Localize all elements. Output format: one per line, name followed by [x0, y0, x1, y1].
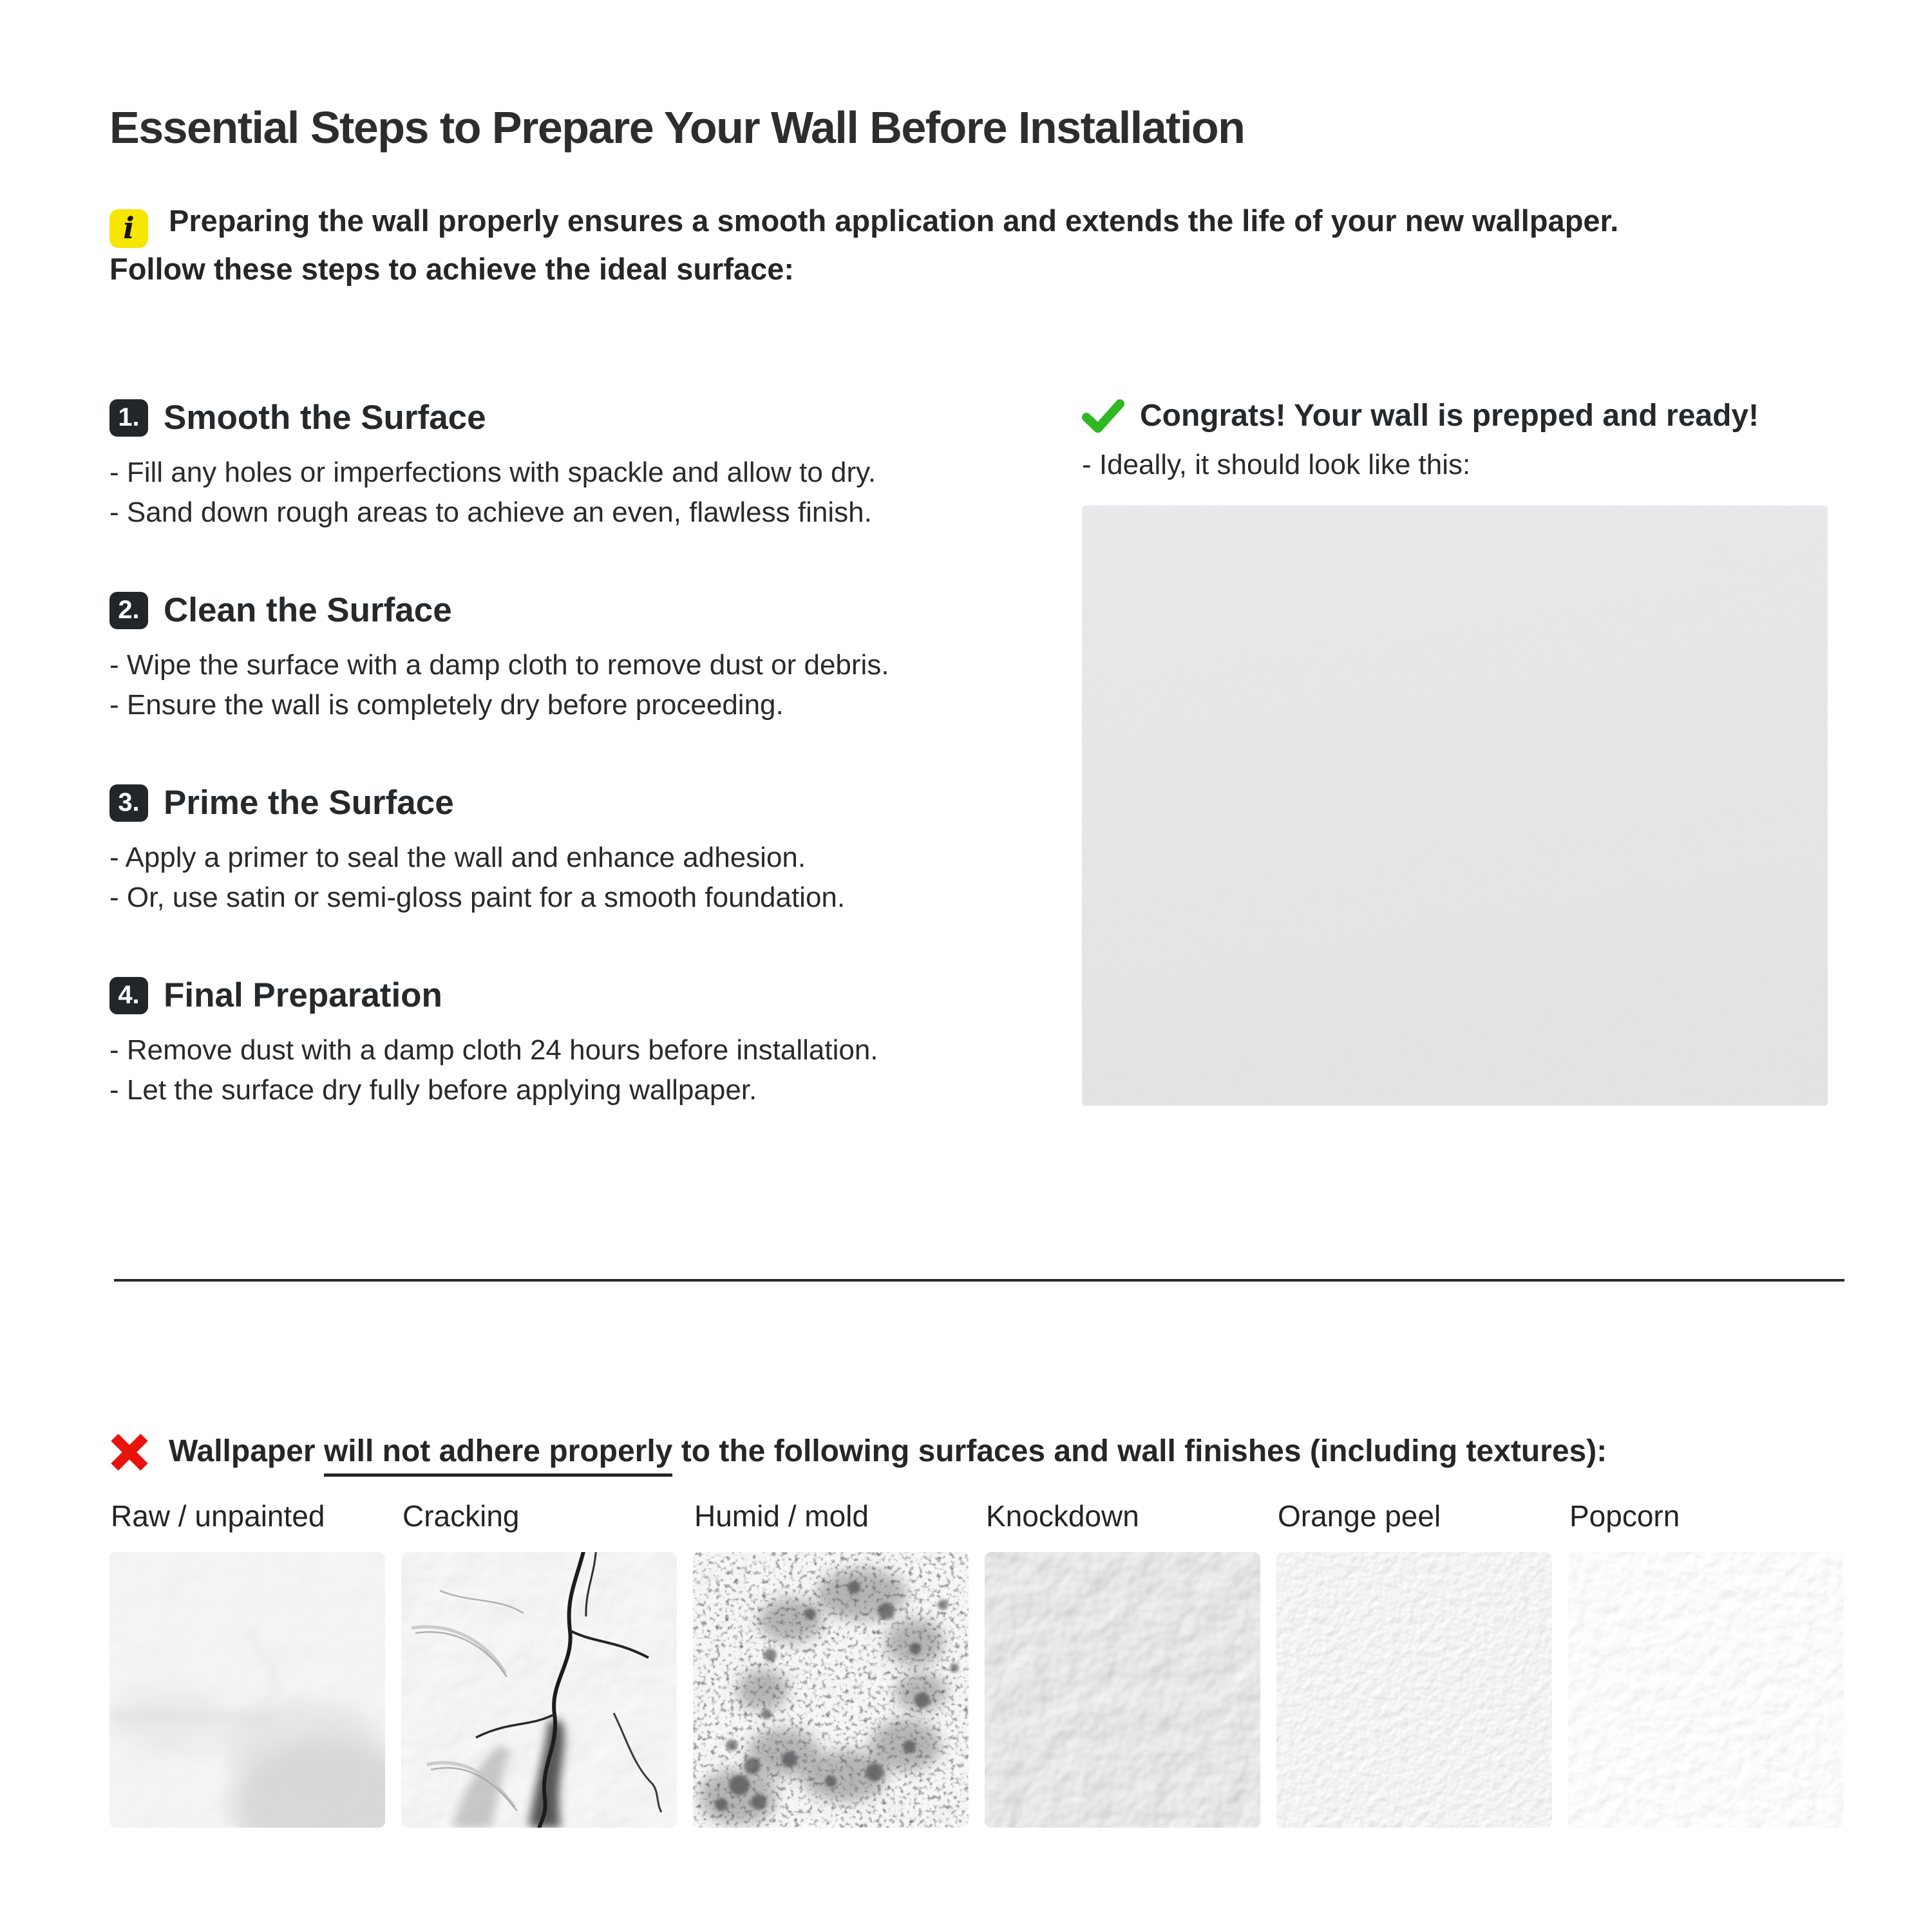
check-icon [1082, 399, 1124, 433]
ideal-wall-image [1082, 506, 1828, 1106]
section-divider [114, 1279, 1844, 1282]
bad-surfaces-row [109, 1498, 1844, 1828]
surface-label-orange-peel: Orange peel [1278, 1499, 1441, 1533]
step-3-bullet-2: - Or, use satin or semi-gloss paint for a smooth foundation. [109, 882, 846, 913]
surface-tile-cracking [401, 1498, 677, 1828]
step-3 [109, 783, 1050, 918]
warning-suffix: to the following surfaces and wall finishes (including textures): [672, 1434, 1607, 1468]
intro-paragraph [109, 200, 1848, 290]
surface-label-cracking: Cracking [402, 1499, 520, 1533]
step-4-bullet-2: - Let the surface dry fully before applying wallpaper. [109, 1074, 757, 1106]
warning-text [169, 1431, 1607, 1472]
surface-image-orange-peel [1276, 1552, 1552, 1828]
step-3-number-badge: 3. [109, 784, 148, 822]
step-2-bullet-2: - Ensure the wall is completely dry before proceeding. [109, 689, 784, 721]
step-4 [109, 976, 1050, 1110]
success-title: Congrats! Your wall is prepped and ready! [1140, 399, 1759, 433]
steps-list [109, 398, 1050, 1168]
surface-image-knockdown [985, 1552, 1260, 1828]
surface-tile-orange-peel [1276, 1498, 1552, 1828]
x-icon [109, 1432, 149, 1472]
warning-prefix: Wallpaper [169, 1434, 324, 1468]
step-2-bullet-1: - Wipe the surface with a damp cloth to remove dust or debris. [109, 649, 889, 681]
surface-label-raw-unpainted: Raw / unpainted [111, 1499, 325, 1533]
surface-image-popcorn [1568, 1552, 1844, 1828]
surface-tile-humid-mold [693, 1498, 969, 1828]
success-subtitle: - Ideally, it should look like this: [1082, 449, 1471, 480]
success-section [1082, 398, 1829, 1106]
intro-line-2: Follow these steps to achieve the ideal surface: [109, 252, 795, 286]
surface-label-knockdown: Knockdown [986, 1499, 1139, 1533]
step-2 [109, 591, 1050, 725]
step-1 [109, 398, 1050, 533]
surface-tile-popcorn [1568, 1498, 1844, 1828]
step-2-title: Clean the Surface [164, 591, 452, 629]
warning-emphasis: will not adhere properly [324, 1434, 672, 1477]
step-4-number-badge: 4. [109, 977, 148, 1014]
step-2-number-badge: 2. [109, 592, 148, 629]
step-1-number-badge: 1. [109, 399, 148, 437]
warning-heading [109, 1431, 1607, 1472]
info-icon-glyph: i [123, 211, 135, 245]
surface-image-humid-mold [693, 1552, 969, 1828]
surface-label-popcorn: Popcorn [1569, 1499, 1680, 1533]
intro-line-1: Preparing the wall properly ensures a smooth application and extends the life of your new wallpaper. [169, 204, 1619, 238]
page-title: Essential Steps to Prepare Your Wall Before Installation [109, 102, 1245, 153]
step-3-title: Prime the Surface [164, 784, 454, 822]
surface-tile-knockdown [985, 1498, 1260, 1828]
info-icon [109, 209, 148, 248]
surface-tile-raw-unpainted [109, 1498, 385, 1828]
surface-image-raw-unpainted [109, 1552, 385, 1828]
step-4-title: Final Preparation [164, 976, 442, 1014]
surface-label-humid-mold: Humid / mold [694, 1499, 869, 1533]
step-1-bullet-1: - Fill any holes or imperfections with spackle and allow to dry. [109, 457, 876, 488]
step-1-title: Smooth the Surface [164, 399, 486, 437]
step-3-bullet-1: - Apply a primer to seal the wall and enhance adhesion. [109, 842, 806, 873]
step-4-bullet-1: - Remove dust with a damp cloth 24 hours before installation. [109, 1034, 878, 1066]
step-1-bullet-2: - Sand down rough areas to achieve an even, flawless finish. [109, 497, 872, 528]
surface-image-cracking [401, 1552, 677, 1828]
